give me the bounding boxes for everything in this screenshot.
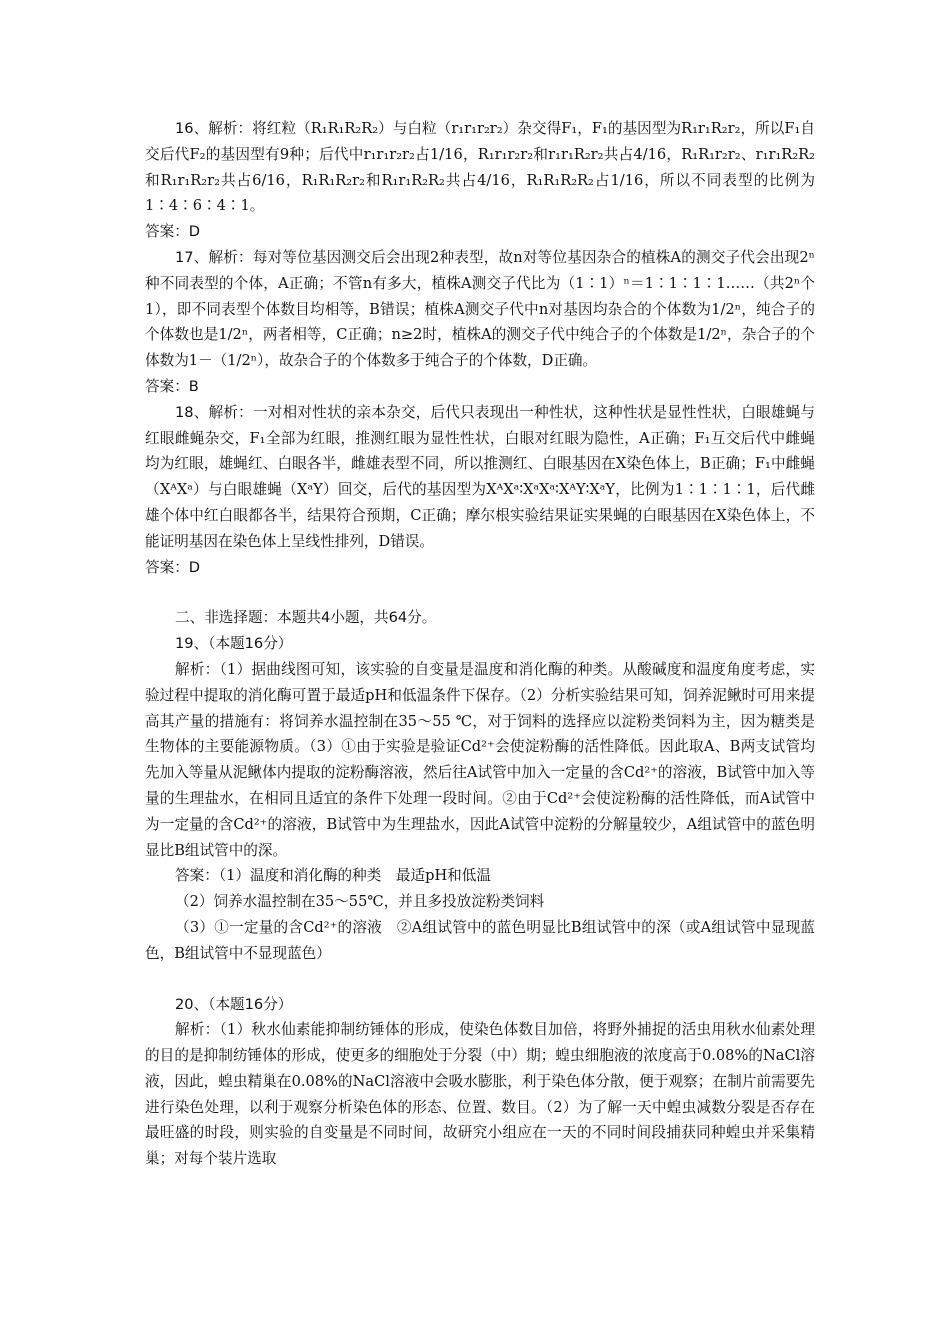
document-page	[145, 116, 815, 1172]
q19-answer-label: 答案：	[175, 867, 219, 885]
q17-answer: 答案：B	[145, 377, 199, 395]
q19-label: 解析：	[175, 660, 220, 678]
q20-paragraph	[145, 1017, 815, 1172]
q19-answer-2: （2）饲养水温控制在35～55℃，并且多投放淀粉类饲料	[175, 893, 545, 911]
q19-text: （1）据曲线图可知，该实验的自变量是温度和消化酶的种类。从酸碱度和温度角度考虑，实验过程中提取的消化酶可置于最适pH和低温条件下保存。（2）分析实验结果可知，饲养泥鳅时可用来提高其产量的措施有：将饲养水温控制在35～55 ℃，对于饲料的选择应以淀粉类饲料为主，因为糖类是生物体的主要能源物质。（3）①由于实验是验证Cd²⁺会使淀粉酶的活性降低。因此取A、B两支试管均先加入等量从泥鳅体内提取的淀粉酶溶液，然后往A试管中加入一定量的含Cd²⁺的溶液，B试管中加入等量的生理盐水，在相同且适宜的条件下处理一段时间。②由于Cd²⁺会使淀粉酶的活性降低，而A试管中为一定量的含Cd²⁺的溶液，B试管中为生理盐水，因此A试管中淀粉的分解量较少，A组试管中的蓝色明显比B组试管中的深。	[145, 660, 815, 859]
q17-paragraph	[145, 245, 815, 374]
q16-answer: 答案：D	[145, 223, 201, 241]
section2-heading	[145, 605, 815, 631]
q18-text: 一对相对性状的亲本杂交，后代只表现出一种性状，这种性状是显性性状，白眼雄蝇与红眼雌蝇杂交，F₁全部为红眼，推测红眼为显性性状，白眼对红眼为隐性，A正确；F₁互交后代中雌蝇均为红眼，雄蝇红、白眼各半，雌雄表型不同，所以推测红、白眼基因在X染色体上，B正确；F₁中雌蝇（XᴬXᵃ）与白眼雄蝇（XᵃY）回交，后代的基因型为XᴬXᵃ∶XᵃXᵃ∶XᴬY∶XᵃY，比例为1∶1∶1∶1，后代雌雄个体中红白眼都各半，结果符合预期，C正确；摩尔根实验结果证实果蝇的白眼基因在X染色体上，不能证明基因在染色体上呈线性排列，D错误。	[145, 403, 815, 550]
section2-text: 本题共4小题，共64分。	[277, 609, 437, 627]
q18-label: 18、解析：	[175, 403, 253, 421]
q19-answer-3: （3）①一定量的含Cd²⁺的溶液 ②A组试管中的蓝色明显比B组试管中的深（或A组试管中显现蓝色，B组试管中不显现蓝色）	[145, 918, 815, 962]
q16-label: 16、解析：	[175, 120, 253, 137]
q19-paragraph	[145, 657, 815, 863]
q20-label: 解析：	[175, 1021, 220, 1039]
q18-paragraph	[145, 400, 815, 555]
q18-answer: 答案：D	[145, 558, 201, 576]
q19-title: 19、（本题16分）	[175, 635, 293, 653]
q16-text: 将红粒（R₁R₁R₂R₂）与白粒（r₁r₁r₂r₂）杂交得F₁，F₁的基因型为R₁r₁R₂r₂，所以F₁自交后代F₂的基因型有9种；后代中r₁r₁r₂r₂占1/16，R₁r₁r₂r₂和r₁r₁R₂r₂共占4/16，R₁R₁r₂r₂、r₁r₁R₂R₂和R₁r₁R₂r₂共占6/16，R₁R₁R₂r₂和R₁r₁R₂R₂共占4/16，R₁R₁R₂R₂占1/16，所以不同表型的比例为1∶4∶6∶4∶1。	[145, 120, 815, 215]
q16-paragraph	[145, 116, 815, 219]
section2-prefix: 二、非选择题：	[175, 609, 278, 627]
q20-text: （1）秋水仙素能抑制纺锤体的形成，使染色体数目加倍，将野外捕捉的活虫用秋水仙素处理的目的是抑制纺锤体的形成，使更多的细胞处于分裂（中）期；蝗虫细胞液的浓度高于0.08%的NaCl溶液，因此，蝗虫精巢在0.08%的NaCl溶液中会吸水膨胀，利于染色体分散，便于观察；在制片前需要先进行染色处理，以利于观察分析染色体的形态、位置、数目。（2）为了解一天中蝗虫减数分裂是否存在最旺盛的时段，则实验的自变量是不同时间，故研究小组应在一天的不同时间段捕获同种蝗虫并采集精巢；对每个装片选取	[145, 1021, 815, 1168]
q19-answer-1	[145, 863, 815, 889]
q17-text: 每对等位基因测交后会出现2种表型，故n对等位基因杂合的植株A的测交子代会出现2ⁿ种不同表型的个体，A正确；不管n有多大，植株A测交子代比为（1∶1）ⁿ＝1∶1∶1∶1……（共2ⁿ个1），即不同表型个体数目均相等，B错误；植株A测交子代中n对基因均杂合的个体数为1/2ⁿ，纯合子的个体数也是1/2ⁿ，两者相等，C正确；n≥2时，植株A的测交子代中纯合子的个体数是1/2ⁿ，杂合子的个体数为1－（1/2ⁿ），故杂合子的个体数多于纯合子的个体数，D正确。	[145, 248, 815, 370]
q19-answer-1-text: （1）温度和消化酶的种类 最适pH和低温	[218, 867, 491, 885]
q17-label: 17、解析：	[175, 248, 253, 266]
q20-title: 20、（本题16分）	[175, 995, 293, 1013]
